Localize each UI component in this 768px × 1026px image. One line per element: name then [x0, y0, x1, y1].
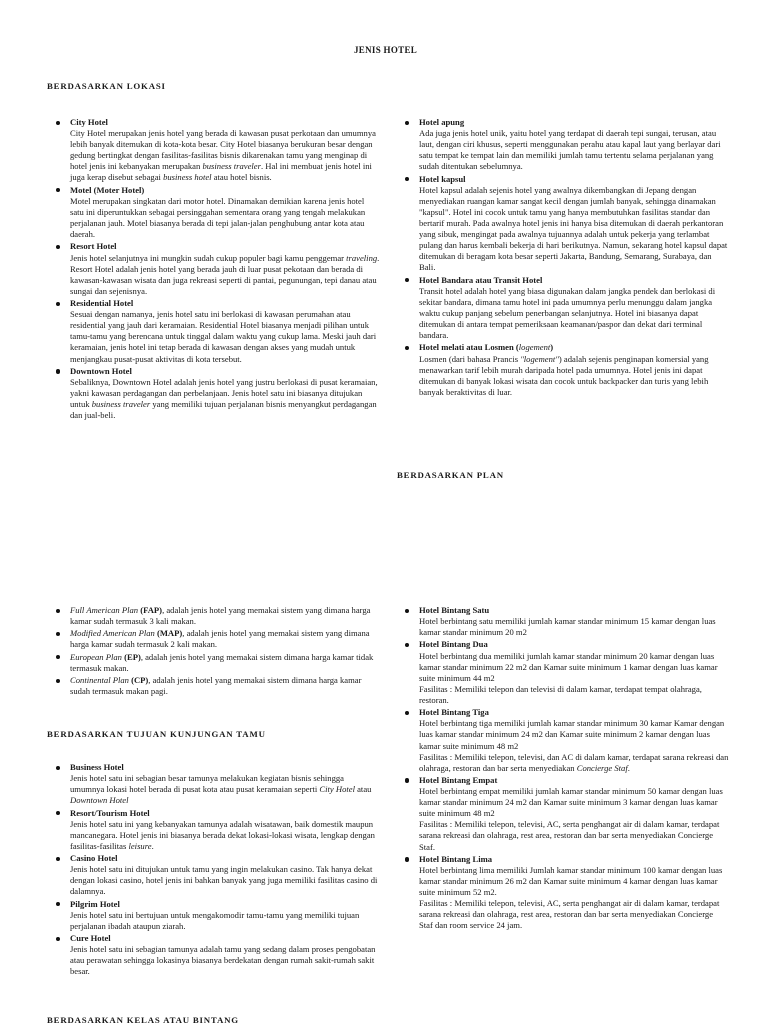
heading-lokasi: BERDASARKAN LOKASI: [47, 81, 166, 91]
item-title: Hotel Bintang Lima: [419, 853, 493, 864]
plan-text: Continental Plan (CP), adalah jenis hotel yang memakai sistem dimana harga kamar sudah termasuk makan pagi.: [70, 675, 362, 697]
list-item: [48, 241, 380, 296]
item-body: Jenis hotel selanjutnya ini mungkin sudah cukup populer bagi kamu penggemar traveling. Resort Hotel adalah jenis hotel yang berada jauh di luar pusat pekotaan dan berada di kawasan-kawasan wisata dan juga rekreasi seperti di pantai, pegunungan, tepi danau atau sungai dan sejenisnya.: [70, 252, 380, 296]
item-title: Hotel Bandara atau Transit Hotel: [419, 274, 543, 285]
item-body: Ada juga jenis hotel unik, yaitu hotel yang terdapat di daerah tepi sungai, terusan, atau laut, dengan ciri khusus, seperti menggunakan perahu atau kapal laut yang berlayar dari satu tempat ke tempat lain dan memiliki jumlah tamu tertentu selama perjalanan yang sudah ditentukan sebelumnya.: [419, 128, 721, 172]
item-body: Losmen (dari bahasa Prancis "logement") adalah sejenis penginapan komersial yang menawarkan tarif lebih murah daripada hotel pada umumnya. Hotel jenis ini dapat ditemukan di banyak lokasi wisata dan cocok untuk backpacker dan turis yang lebih banyak beraktivitas di luar.: [419, 353, 709, 397]
item-title: Pilgrim Hotel: [70, 898, 120, 909]
list-item: [48, 899, 380, 932]
list-item: [48, 605, 380, 627]
item-body: Hotel kapsul adalah sejenis hotel yang awalnya dikembangkan di Jepang dengan menyediakan ruangan kamar sangat kecil dengan jumlah banyak, sehingga dinamakan "kapsul". Hotel ini cocok untuk tamu yang hanya membutuhkan fasilitas standar dan bertarif murah. Pada awalnya hotel jenis ini hanya bisa ditemukan di daerah perkantoran yang sibuk, mengingat pada awalnya tujuannya adalah untuk pekerja yang terlambat pulang dan harus kembali bekerja di hari berikutnya. Namun, sekarang hotel kapsul dapat ditemukan di beragam kota besar seperti Jakarta, Bandung, Semarang, Surabaya, dan Bali.: [419, 184, 728, 273]
list-item: [48, 652, 380, 674]
item-fasilitas: Fasilitas : Memiliki telepon, televisi, AC, serta penghangat air di dalam kamar, terdapat sarana rekreasi dan olahraga, rest area, restoran dan bar serta menyediakan Concierge Staf dan room service 24 jam.: [419, 898, 720, 931]
item-title: Resort/Tourism Hotel: [70, 807, 150, 818]
plan-text: European Plan (EP), adalah jenis hotel yang memakai sistem dimana harga kamar tidak termasuk makan.: [70, 651, 374, 673]
item-body: Jenis hotel satu ini sebagian tamunya adalah tamu yang sedang dalam proses pengobatan atau perawatan sehingga lokasinya biasanya berdekatan dengan rumah sakit-rumah sakit besar.: [70, 944, 376, 977]
item-title: Business Hotel: [70, 762, 124, 772]
list-item: [397, 707, 729, 774]
item-body: Jenis hotel satu ini yang kebanyakan tamunya adalah wisatawan, baik domestik maupun mancanegara. Hotel jenis ini biasanya berada dekat lokasi-lokasi wisata, lengkap dengan fasilitas-fasilitas leisure.: [70, 818, 375, 851]
lokasi-right-list: [397, 117, 729, 399]
list-item: [48, 762, 380, 806]
list-item: [48, 185, 380, 240]
item-title: Residential Hotel: [70, 298, 134, 309]
item-fasilitas: Fasilitas : Memiliki telepon, televisi, dan AC di dalam kamar, terdapat sarana rekreasi dan olahraga, restoran dan bar serta menyediakan Concierge Staf.: [419, 751, 729, 773]
heading-kelas: BERDASARKAN KELAS ATAU BINTANG: [47, 1015, 239, 1025]
item-title: Hotel kapsul: [419, 173, 466, 184]
item-body: Hotel berbintang dua memiliki jumlah kamar standar minimum 20 kamar dengan luas kamar standar minimum 22 m2 dan Kamar suite minimum 1 kamar dengan luas kamar suite minimum 44 m2: [419, 650, 718, 683]
item-title: Hotel Bintang Empat: [419, 774, 498, 785]
plan-text: Full American Plan (FAP), adalah jenis hotel yang memakai sistem yang dimana harga kamar sudah termasuk 3 kali makan.: [70, 605, 371, 627]
item-title: Cure Hotel: [70, 933, 111, 944]
item-fasilitas: Fasilitas : Memiliki telepon, televisi, AC, serta penghangat air di dalam kamar, terdapat sarana rekreasi dan olahraga, rest area, restoran dan bar serta menyediakan Concierge Staf.: [419, 819, 720, 852]
item-fasilitas: Fasilitas : Memiliki telepon dan televisi di dalam kamar, terdapat tempat olahraga, restoran.: [419, 683, 702, 705]
item-title: City Hotel: [70, 117, 108, 127]
item-body: Hotel berbintang satu memiliki jumlah kamar standar minimum 15 kamar dengan luas kamar standar minimum 20 m2: [419, 616, 716, 638]
item-body: Jenis hotel satu ini ditujukan untuk tamu yang ingin melakukan casino. Tak hanya dekat dengan lokasi casino, hotel jenis ini bahkan banyak yang juga memiliki fasilitas casino di dalamnya.: [70, 864, 378, 897]
item-title: Hotel Bintang Dua: [419, 639, 488, 650]
item-title: Hotel Bintang Tiga: [419, 707, 489, 718]
heading-tujuan: BERDASARKAN TUJUAN KUNJUNGAN TAMU: [47, 729, 266, 739]
item-title: Hotel apung: [419, 117, 465, 127]
plan-list: [48, 605, 380, 699]
list-item: [48, 933, 380, 977]
item-body: Hotel berbintang empat memiliki jumlah kamar standar minimum 50 kamar dengan luas kamar standar minimum 24 m2 dan Kamar suite minimum 3 kamar dengan luas kamar suite minimum 48 m2: [419, 786, 723, 819]
heading-plan: BERDASARKAN PLAN: [397, 470, 504, 480]
item-body: Transit hotel adalah hotel yang biasa digunakan dalam jangka pendek dan berlokasi di sekitar bandara, dimana tamu hotel ini pada umumnya perlu menunggu dalam jangka waktu cukup panjang sebelum penerbangan selanjutnya. Hotel ini biasanya dapat ditemukan di antara tempat pemeriksaan keamanan/paspor dan dekat dari terminal bandara.: [419, 285, 716, 341]
list-item: [397, 275, 729, 342]
lokasi-left-list: [48, 117, 380, 422]
list-item: [48, 675, 380, 697]
list-item: [48, 117, 380, 184]
list-item: [48, 808, 380, 852]
item-title: Downtown Hotel: [70, 365, 132, 376]
item-body: Motel merupakan singkatan dari motor hotel. Dinamakan demikian karena jenis hotel satu ini diperuntukkan sebagai persinggahan sementara orang yang tengah melakukan perjalanan jauh. Motel biasanya berada di tepi jalan-jalan penghubung antar kota atau daerah.: [70, 195, 366, 240]
item-body: City Hotel merupakan jenis hotel yang berada di kawasan pusat perkotaan dan umumnya lebih banyak ditemukan di kota-kota besar. City Hotel biasanya berukuran besar dengan gedung bertingkat dengan fasilitas-fasilitas bisnis dikarenakan tamu yang menginap di hotel jenis ini kebanyakan merupakan business traveler. Hal ini membuat jenis hotel ini juga kerap disebut sebagai business hotel atau hotel bisnis.: [70, 128, 376, 183]
bintang-list: [397, 605, 729, 933]
list-item: [397, 605, 729, 638]
item-body: Sebaliknya, Downtown Hotel adalah jenis hotel yang justru berlokasi di pusat keramaian, yakni kawasan perdagangan dan perbelanjaan. Jenis hotel satu ini biasanya ditujukan untuk business traveler yang memiliki tujuan perjalanan bisnis menyangkut perdagangan dan jual-beli.: [70, 376, 378, 421]
item-title: Resort Hotel: [70, 241, 117, 252]
list-item: [48, 628, 380, 650]
item-body: Sesuai dengan namanya, jenis hotel satu ini berlokasi di kawasan perumahan atau residential yang jauh dari keramaian. Residential Hotel biasanya menjadi pilihan untuk tamu-tamu yang berencana untuk tinggal dalam waktu yang cukup lama. Meski jauh dari keramaian, jenis hotel ini tetap berada di kawasan dengan akses yang mudah untuk menjangkau pusat-pusat aktivitas di kota tersebut.: [70, 309, 377, 364]
item-body: Hotel berbintang lima memiliki Jumlah kamar standar minimum 100 kamar dengan luas kamar standar minimum 26 m2 dan Kamar suite minimum 4 kamar dengan luas kamar suite minimum 52 m2.: [419, 864, 723, 898]
item-title: Hotel melati atau Losmen (logement): [419, 342, 554, 353]
item-body: Hotel berbintang tiga memiliki jumlah kamar standar minimum 30 kamar Kamar dengan luas kamar standar minimum 24 m2 dan Kamar suite minimum 2 kamar dengan luas kamar suite minimum 48 m2: [419, 718, 725, 751]
list-item: [397, 639, 729, 706]
item-title: Motel (Moter Hotel): [70, 184, 145, 195]
tujuan-list: [48, 762, 380, 979]
plan-text: Modified American Plan (MAP), adalah jenis hotel yang memakai sistem yang dimana harga kamar sudah termasuk 2 kali makan.: [70, 628, 370, 650]
list-item: [397, 775, 729, 853]
item-body: Jenis hotel satu ini bertujuan untuk mengakomodir tamu-tamu yang memiliki tujuan perjalanan ibadah ataupun ziarah.: [70, 909, 360, 931]
list-item: [48, 298, 380, 365]
item-body: Jenis hotel satu ini sebagian besar tamunya melakukan kegiatan bisnis sehingga umumnya lokasi hotel berada di pusat kota atau pusat keramaian seperti City Hotel atau Downtown Hotel: [70, 773, 372, 806]
list-item: [397, 117, 729, 172]
list-item: [48, 853, 380, 897]
item-title: Casino Hotel: [70, 853, 118, 864]
item-title: Hotel Bintang Satu: [419, 605, 490, 615]
list-item: [397, 342, 729, 397]
list-item: [397, 854, 729, 932]
list-item: [48, 366, 380, 421]
list-item: [397, 174, 729, 274]
page-title: JENIS HOTEL: [354, 45, 418, 55]
